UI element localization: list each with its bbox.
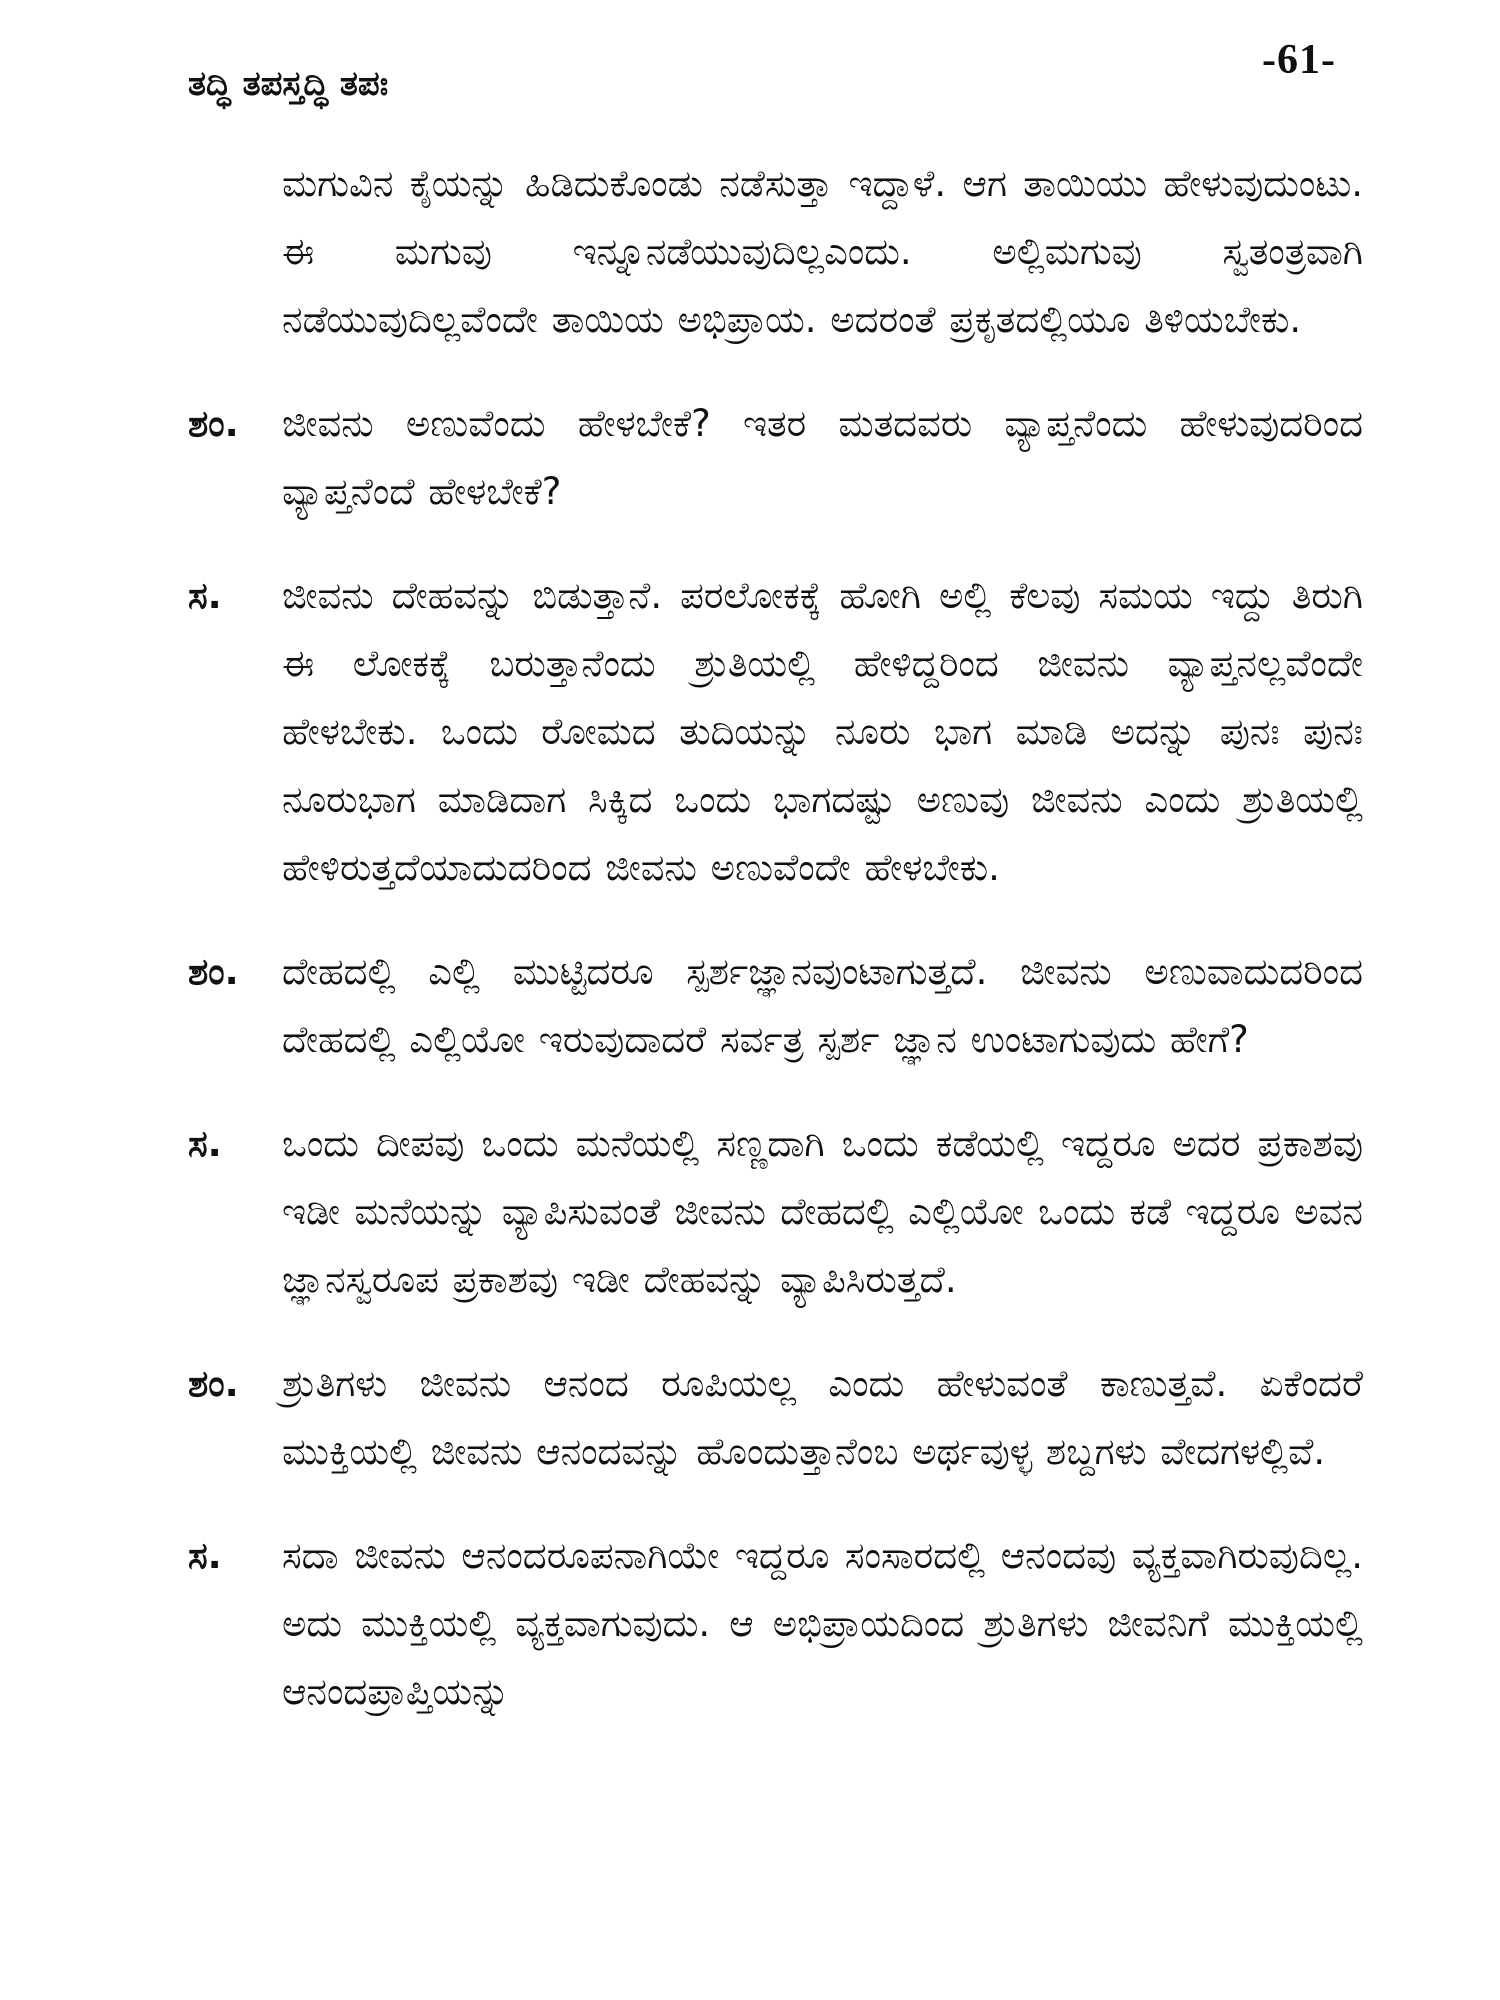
paragraph-answer (188, 1110, 1363, 1314)
paragraph-text: ದೇಹದಲ್ಲಿ ಎಲ್ಲಿ ಮುಟ್ಟಿದರೂ ಸ್ಪರ್ಶಜ್ಞಾನವುಂಟಾಗುತ್ತದೆ. ಜೀವನು ಅಣುವಾದುದರಿಂದ ದೇಹದಲ್ಲಿ ಎಲ್ಲಿಯೋ ಇರುವುದಾದರೆ ಸರ್ವತ್ರ ಸ್ಪರ್ಶ ಜ್ಞಾನ ಉಂಟಾಗುವುದು ಹೇಗೆ? (282, 950, 1363, 1061)
paragraph-question (188, 390, 1363, 526)
paragraph-question (188, 1350, 1363, 1486)
paragraph-question (188, 938, 1363, 1074)
paragraph-label: ಸ. (188, 1534, 222, 1577)
paragraph-text: ಮಗುವಿನ ಕೈಯನ್ನು ಹಿಡಿದುಕೊಂಡು ನಡೆಸುತ್ತಾ ಇದ್ದಾಳೆ. ಆಗ ತಾಯಿಯು ಹೇಳುವುದುಂಟು. ಈ ಮಗುವು ಇನ್ನೂನಡೆಯುವುದಿಲ್ಲಎಂದು. ಅಲ್ಲಿಮಗುವು ಸ್ವತಂತ್ರವಾಗಿ ನಡೆಯುವುದಿಲ್ಲವೆಂದೇ ತಾಯಿಯ ಅಭಿಪ್ರಾಯ. ಅದರಂತೆ ಪ್ರಕೃತದಲ್ಲಿಯೂ ತಿಳಿಯಬೇಕು. (282, 162, 1363, 341)
paragraph-answer (188, 562, 1363, 902)
paragraph-text: ಒಂದು ದೀಪವು ಒಂದು ಮನೆಯಲ್ಲಿ ಸಣ್ಣದಾಗಿ ಒಂದು ಕಡೆಯಲ್ಲಿ ಇದ್ದರೂ ಅದರ ಪ್ರಕಾಶವು ಇಡೀ ಮನೆಯನ್ನು ವ್ಯಾಪಿಸುವಂತೆ ಜೀವನು ದೇಹದಲ್ಲಿ ಎಲ್ಲಿಯೋ ಒಂದು ಕಡೆ ಇದ್ದರೂ ಅವನ ಜ್ಞಾನಸ್ವರೂಪ ಪ್ರಕಾಶವು ಇಡೀ ದೇಹವನ್ನು ವ್ಯಾಪಿಸಿರುತ್ತದೆ. (282, 1122, 1363, 1301)
paragraph-text: ಜೀವನು ದೇಹವನ್ನು ಬಿಡುತ್ತಾನೆ. ಪರಲೋಕಕ್ಕೆ ಹೋಗಿ ಅಲ್ಲಿ ಕೆಲವು ಸಮಯ ಇದ್ದು ತಿರುಗಿ ಈ ಲೋಕಕ್ಕೆ ಬರುತ್ತಾನೆಂದು ಶ್ರುತಿಯಲ್ಲಿ ಹೇಳಿದ್ದರಿಂದ ಜೀವನು ವ್ಯಾಪ್ತನಲ್ಲವೆಂದೇ ಹೇಳಬೇಕು. ಒಂದು ರೋಮದ ತುದಿಯನ್ನು ನೂರು ಭಾಗ ಮಾಡಿ ಅದನ್ನು ಪುನಃ ಪುನಃ ನೂರುಭಾಗ ಮಾಡಿದಾಗ ಸಿಕ್ಕಿದ ಒಂದು ಭಾಗದಷ್ಟು ಅಣುವು ಜೀವನು ಎಂದು ಶ್ರುತಿಯಲ್ಲಿ ಹೇಳಿರುತ್ತದೆಯಾದುದರಿಂದ ಜೀವನು ಅಣುವೆಂದೇ ಹೇಳಬೇಕು. (282, 574, 1363, 889)
paragraph-label: ಸ. (188, 574, 222, 617)
running-head: ತದ್ಧಿ ತಪಸ್ತದ್ಧಿ ತಪಃ (188, 64, 389, 104)
page-content (188, 150, 1363, 1762)
paragraph-label: ಶಂ. (188, 1362, 239, 1405)
page-number: -61- (1262, 37, 1336, 83)
paragraph-continuation (188, 150, 1363, 354)
paragraph-text: ಶ್ರುತಿಗಳು ಜೀವನು ಆನಂದ ರೂಪಿಯಲ್ಲ ಎಂದು ಹೇಳುವಂತೆ ಕಾಣುತ್ತವೆ. ಏಕೆಂದರೆ ಮುಕ್ತಿಯಲ್ಲಿ ಜೀವನು ಆನಂದವನ್ನು ಹೊಂದುತ್ತಾನೆಂಬ ಅರ್ಥವುಳ್ಳ ಶಬ್ದಗಳು ವೇದಗಳಲ್ಲಿವೆ. (282, 1362, 1363, 1473)
paragraph-label: ಸ. (188, 1122, 222, 1165)
paragraph-answer (188, 1522, 1363, 1726)
paragraph-text: ಸದಾ ಜೀವನು ಆನಂದರೂಪನಾಗಿಯೇ ಇದ್ದರೂ ಸಂಸಾರದಲ್ಲಿ ಆನಂದವು ವ್ಯಕ್ತವಾಗಿರುವುದಿಲ್ಲ. ಅದು ಮುಕ್ತಿಯಲ್ಲಿ ವ್ಯಕ್ತವಾಗುವುದು. ಆ ಅಭಿಪ್ರಾಯದಿಂದ ಶ್ರುತಿಗಳು ಜೀವನಿಗೆ ಮುಕ್ತಿಯಲ್ಲಿ ಆನಂದಪ್ರಾಪ್ತಿಯನ್ನು (282, 1534, 1363, 1713)
paragraph-label: ಶಂ. (188, 950, 239, 993)
paragraph-text: ಜೀವನು ಅಣುವೆಂದು ಹೇಳಬೇಕೆ? ಇತರ ಮತದವರು ವ್ಯಾಪ್ತನೆಂದು ಹೇಳುವುದರಿಂದ ವ್ಯಾಪ್ತನೆಂದೆ ಹೇಳಬೇಕೆ? (282, 402, 1363, 513)
paragraph-label: ಶಂ. (188, 402, 239, 445)
